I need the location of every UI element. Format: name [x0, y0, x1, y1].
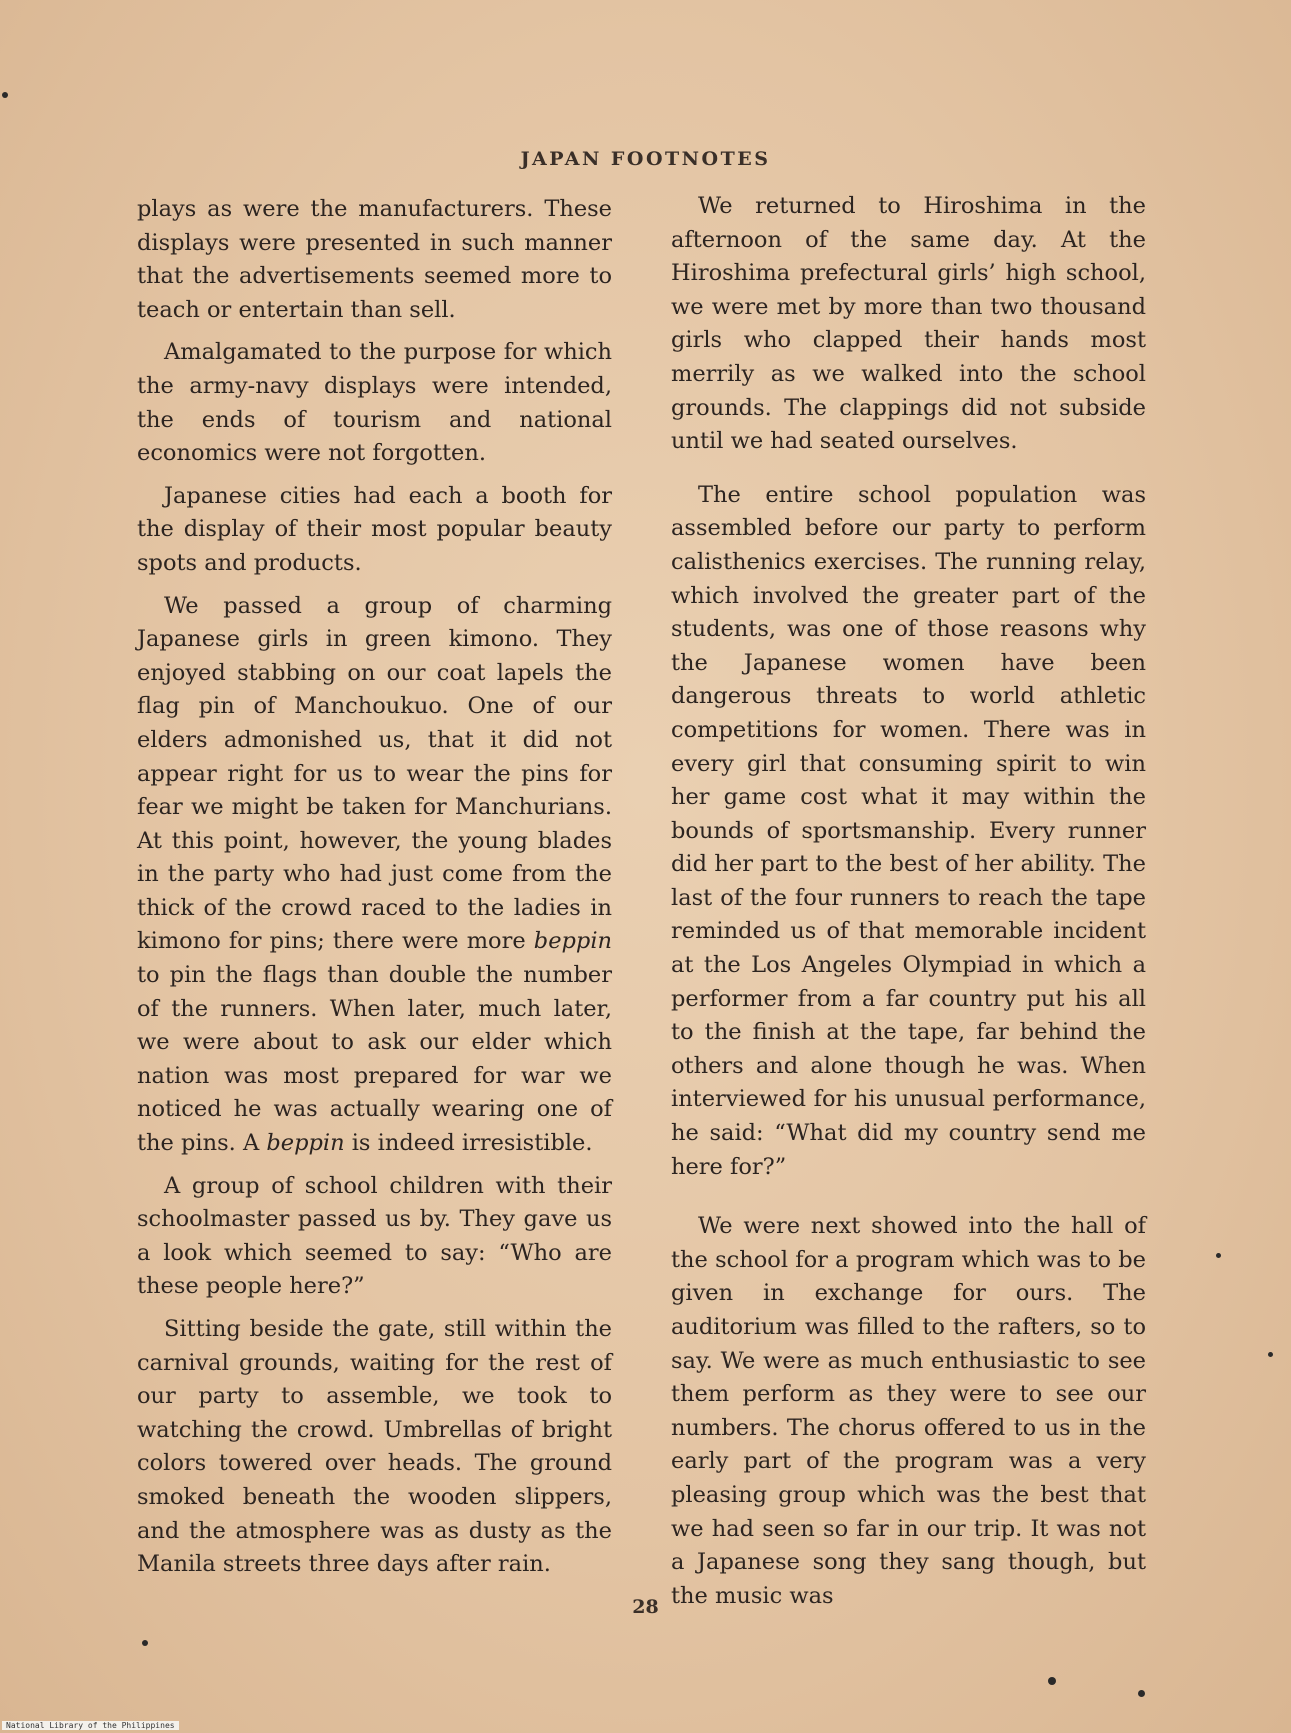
left-column	[137, 193, 612, 1591]
ink-speck	[1138, 1690, 1145, 1697]
paragraph: plays as were the manufacturers. These displays were presented in such manner that the advertisements seemed more to teach or entertain than sell.	[137, 196, 612, 323]
running-head: JAPAN FOOTNOTES	[520, 148, 771, 170]
text-run: We passed a group of charming Japanese girls in green kimono. They enjoyed stabbing on our coat lapels the flag pin of Manchoukuo. One of our elders admonished us, that it did not appear right for us to wear the pins for fear we might be taken for Manchurians. At this point, however, the young blades in the party who had just come from the thick of the crowd raced to the ladies in kimono for pins; there were more	[137, 592, 612, 955]
ink-speck	[1048, 1677, 1056, 1685]
italic-word: beppin	[266, 1130, 345, 1157]
italic-word: beppin	[533, 928, 613, 955]
page-number: 28	[632, 1596, 659, 1618]
text-run: to pin the flags than double the number of the runners. When later, much later, we were about to ask our elder which nation was most prepared for war we noticed he was actually wearing one of the pins. A	[137, 962, 612, 1157]
paragraph: A group of school children with their schoolmaster passed us by. They gave us a look which seemed to say: “Who are these people here?”	[137, 1172, 612, 1300]
ink-speck	[142, 1640, 148, 1646]
paragraph	[137, 590, 612, 1161]
ink-speck	[1216, 1253, 1221, 1258]
library-credit: National Library of the Philippines	[2, 1721, 179, 1730]
paragraph: Amalgamated to the purpose for which the army-navy displays were intended, the ends of tourism and national economics were not forgotten.	[137, 339, 612, 467]
text-run: is indeed irresistible.	[351, 1130, 593, 1157]
paragraph: Japanese cities had each a booth for the display of their most popular beauty spots and products.	[137, 482, 612, 576]
paragraph: Sitting beside the gate, still within the carnival grounds, waiting for the rest of our party to assemble, we took to watching the crowd. Umbrellas of bright colors towered over heads. The ground smoked beneath the wooden slippers, and the atmosphere was as dusty as the Manila streets three days after rain.	[137, 1316, 612, 1578]
right-column	[671, 190, 1146, 1622]
ink-speck	[2, 92, 8, 98]
paragraph: The entire school population was assembled before our party to perform calisthenics exercises. The running relay, which involved the greater part of the students, was one of those reasons why the Japanese women have been dangerous threats to world athletic competitions for women. There was in every girl that consuming spirit to win her game cost what it may within the bounds of sportsmanship. Every runner did her part to the best of her ability. The last of the four runners to reach the tape reminded us of that memorable incident at the Los Angeles Olympiad in which a performer from a far country put his all to the finish at the tape, far behind the others and alone though he was. When interviewed for his unusual performance, he said: “What did my country send me here for?”	[671, 481, 1146, 1180]
ink-speck	[1268, 1352, 1273, 1357]
paragraph: We returned to Hiroshima in the afternoon of the same day. At the Hiroshima prefectural girls’ high school, we were met by more than two thousand girls who clapped their hands most merrily as we walked into the school grounds. The clappings did not subside until we had seated ourselves.	[671, 193, 1146, 455]
paragraph: We were next showed into the hall of the school for a program which was to be given in exchange for ours. The auditorium was filled to the rafters, so to say. We were as much enthusiastic to see them perform as they were to see our numbers. The chorus offered to us in the early part of the program was a very pleasing group which was the best that we had seen so far in our trip. It was not a Japanese song they sang though, but the music was	[671, 1213, 1146, 1609]
